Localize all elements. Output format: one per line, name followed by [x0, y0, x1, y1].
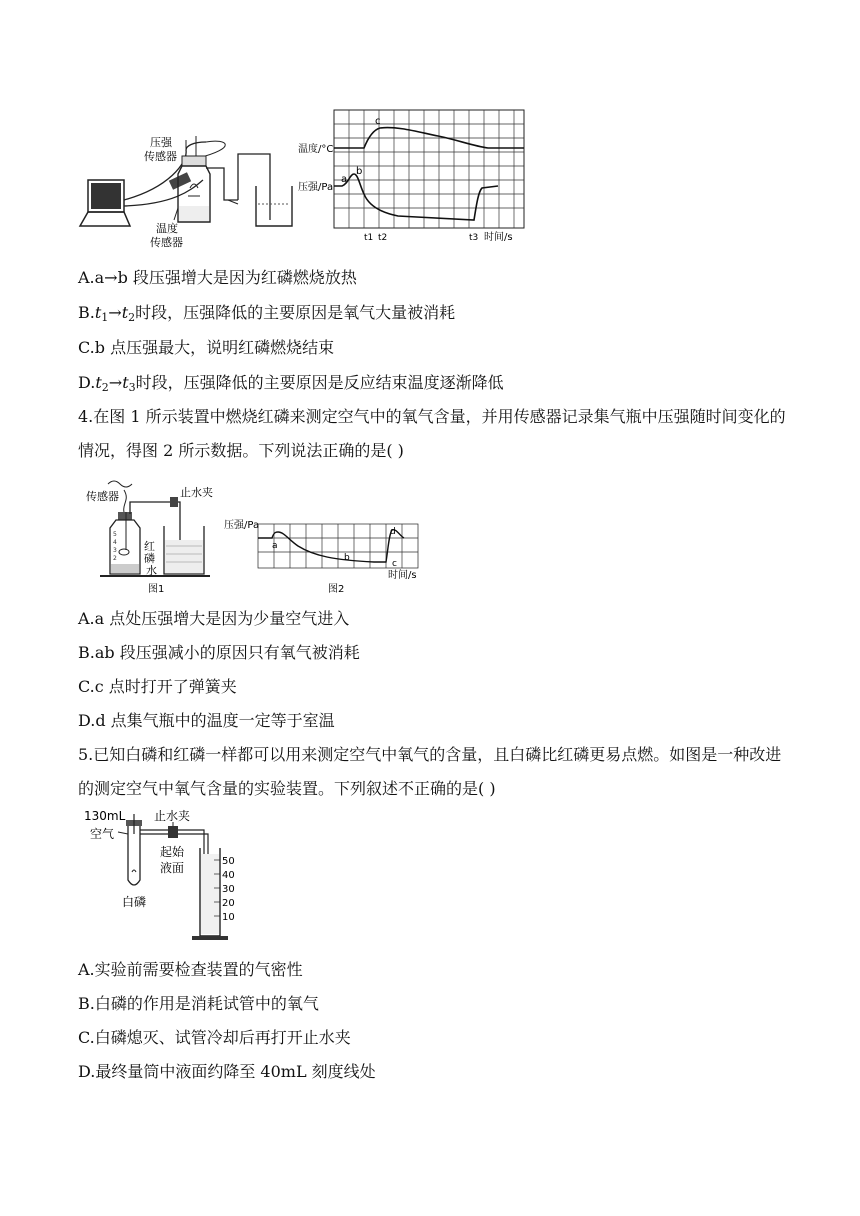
q3-point-a: a	[341, 174, 348, 185]
q5-scale-40: 40	[222, 870, 235, 881]
q3-option-a: A.a→b 段压强增大是因为红磷燃烧放热	[78, 268, 357, 287]
q4-phos-label: 磷	[144, 552, 155, 565]
q4-y-label: 压强/Pa	[224, 520, 260, 531]
pressure-sensor-label-2: 传感器	[144, 150, 177, 163]
q5-option-d: D.最终量筒中液面约降至 40mL 刻度线处	[78, 1062, 376, 1081]
laptop-icon	[80, 180, 130, 226]
svg-text:5: 5	[113, 531, 117, 538]
q5-option-c: C.白磷熄灭、试管冷却后再打开止水夹	[78, 1028, 351, 1047]
svg-text:4: 4	[113, 539, 117, 546]
q5-scale-30: 30	[222, 884, 235, 895]
q3-point-b: b	[356, 166, 363, 177]
q5-option-a: A.实验前需要检查装置的气密性	[78, 960, 303, 979]
q4-option-c: C.c 点时打开了弹簧夹	[78, 677, 237, 696]
q4-water-label: 水	[146, 564, 157, 577]
temp-sensor-label-1: 温度	[156, 222, 178, 235]
q3-option-d: $D.t_2\to t_3$时段，压强降低的主要原因是反应结束温度逐渐降低	[78, 373, 504, 394]
q5-volume-label: 130mL	[84, 809, 126, 823]
q4-point-a: a	[272, 541, 278, 551]
q4-fig1-label: 图1	[148, 584, 165, 595]
q4-x-label: 时间/s	[388, 570, 417, 581]
q4-pressure-curve	[258, 530, 404, 562]
q4-option-b: B.ab 段压强减小的原因只有氧气被消耗	[78, 643, 360, 662]
q5-air-label: 空气	[90, 827, 115, 841]
q5-apparatus-figure	[84, 808, 254, 948]
q5-start-label-2: 液面	[160, 861, 185, 875]
q4-point-c: c	[392, 559, 397, 569]
q3-x-label: 时间/s	[484, 232, 513, 243]
q4-sensor-label: 传感器	[86, 490, 119, 503]
q4-clamp-label: 止水夹	[180, 486, 213, 499]
temp-sensor-label-2: 传感器	[150, 236, 183, 249]
q3-tick-t1: t1	[364, 233, 374, 243]
svg-text:3: 3	[113, 547, 117, 554]
q3-chart-grid	[334, 110, 524, 228]
clamp-icon	[168, 826, 178, 838]
q3-option-d-prefix: D.	[78, 373, 96, 392]
pressure-curve	[334, 174, 498, 220]
q3-option-b: $B.t_1\to t_2$时段，压强降低的主要原因是氧气大量被消耗	[78, 303, 456, 324]
q5-scale-50: 50	[222, 856, 235, 867]
q4-option-a: A.a 点处压强增大是因为少量空气进入	[78, 609, 350, 628]
q3-option-b-prefix: B.	[78, 303, 95, 322]
q4-stem: 4.在图 1 所示装置中燃烧红磷来测定空气中的氧气含量，并用传感器记录集气瓶中压强随时间变化的情况，得图 2 所示数据。下列说法正确的是( )	[78, 407, 786, 460]
q3-apparatus-figure	[78, 108, 528, 256]
q3-option-c: C.b 点压强最大，说明红磷燃烧结束	[78, 338, 335, 357]
q4-fig2-label: 图2	[328, 584, 345, 595]
q4-red-label: 红	[144, 540, 155, 553]
pressure-sensor-label-1: 压强	[150, 136, 172, 149]
q5-scale-10: 10	[222, 912, 235, 923]
q5-option-b: B.白磷的作用是消耗试管中的氧气	[78, 994, 319, 1013]
q3-point-c: c	[375, 116, 381, 127]
q3-y-pressure-label: 压强/Pa	[298, 182, 334, 193]
q5-start-label-1: 起始	[160, 845, 185, 859]
q3-tick-t2: t2	[378, 233, 388, 243]
q5-clamp-label: 止水夹	[154, 809, 191, 823]
beaker	[256, 186, 292, 226]
q4-apparatus-figure	[84, 476, 424, 596]
q4-point-d: d	[390, 527, 396, 537]
q4-point-b: b	[344, 553, 350, 563]
q5-white-p-label: 白磷	[122, 895, 147, 909]
q3-y-temp-label: 温度/°C	[298, 144, 334, 155]
q5-scale-20: 20	[222, 898, 235, 909]
q3-option-d-text: 时段，压强降低的主要原因是反应结束温度逐渐降低	[135, 373, 504, 392]
q5-stem: 5.已知白磷和红磷一样都可以用来测定空气中氧气的含量，且白磷比红磷更易点燃。如图是一种改进的测定空气中氧气含量的实验装置。下列叙述不正确的是( )	[78, 745, 782, 798]
q3-tick-t3: t3	[469, 233, 479, 243]
svg-text:2: 2	[113, 555, 117, 562]
q3-option-b-text: 时段，压强降低的主要原因是氧气大量被消耗	[135, 303, 456, 322]
q4-option-d: D.d 点集气瓶中的温度一定等于室温	[78, 711, 335, 730]
